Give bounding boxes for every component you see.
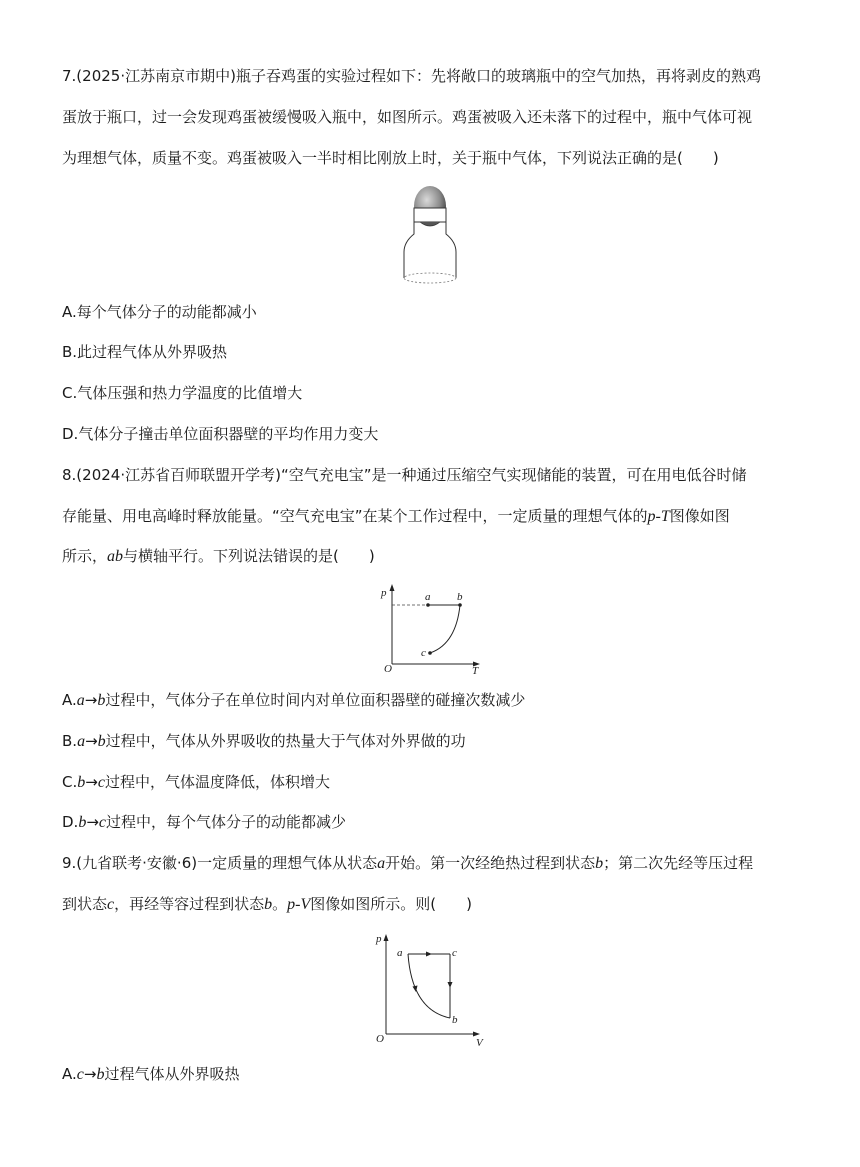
q7-option-d[interactable]: D.气体分子撞击单位面积器壁的平均作用力变大 (62, 425, 379, 443)
q9-stem-line-2: 到状态c，再经等容过程到状态b。p-V图像如图所示。则( ) (62, 895, 472, 913)
pv-graph (372, 930, 490, 1048)
pv-point-a: a (397, 947, 403, 959)
bottle-egg-figure (398, 184, 462, 288)
pt-point-b: b (457, 591, 463, 603)
q8-stem-line-3: 所示，ab与横轴平行。下列说法错误的是( ) (62, 547, 375, 565)
pt-graph (376, 582, 484, 674)
q9-stem-line-1: 9.(九省联考·安徽·6)一定质量的理想气体从状态a开始。第一次经绝热过程到状态b；第二次先经等压过程 (62, 854, 754, 872)
pt-ylabel: p (381, 587, 387, 599)
pv-xlabel: V (476, 1037, 483, 1048)
pv-ylabel: p (376, 933, 382, 945)
pt-origin: O (384, 663, 392, 674)
pt-point-a: a (425, 591, 431, 603)
q8-option-c[interactable]: C.b→c过程中，气体温度降低，体积增大 (62, 773, 330, 791)
q8-option-b[interactable]: B.a→b过程中，气体从外界吸收的热量大于气体对外界做的功 (62, 732, 466, 750)
q7-option-c[interactable]: C.气体压强和热力学温度的比值增大 (62, 384, 303, 402)
pv-origin: O (376, 1033, 384, 1045)
pt-point-c: c (421, 647, 426, 659)
q7-option-a[interactable]: A.每个气体分子的动能都减小 (62, 303, 257, 321)
q7-stem-line-2: 蛋放于瓶口，过一会发现鸡蛋被缓慢吸入瓶中，如图所示。鸡蛋被吸入还未落下的过程中，瓶中气体可视 (62, 108, 753, 126)
q7-stem-line-1: 7.(2025·江苏南京市期中)瓶子吞鸡蛋的实验过程如下：先将敞口的玻璃瓶中的空气加热，再将剥皮的熟鸡 (62, 67, 761, 85)
q8-option-d[interactable]: D.b→c过程中，每个气体分子的动能都减少 (62, 813, 347, 831)
pv-point-b: b (452, 1014, 458, 1026)
q8-stem-line-1: 8.(2024·江苏省百师联盟开学考)“空气充电宝”是一种通过压缩空气实现储能的装置，可在用电低谷时储 (62, 466, 747, 484)
q8-option-a[interactable]: A.a→b过程中，气体分子在单位时间内对单位面积器壁的碰撞次数减少 (62, 691, 526, 709)
q7-stem-line-3: 为理想气体，质量不变。鸡蛋被吸入一半时相比刚放上时，关于瓶中气体，下列说法正确的是( ) (62, 149, 719, 167)
q9-option-a[interactable]: A.c→b过程气体从外界吸热 (62, 1065, 240, 1083)
q7-option-b[interactable]: B.此过程气体从外界吸热 (62, 343, 228, 361)
pt-xlabel: T (472, 665, 479, 674)
q8-stem-line-2: 存能量、用电高峰时释放能量。“空气充电宝”在某个工作过程中，一定质量的理想气体的p-T图像如图 (62, 507, 730, 525)
pv-point-c: c (452, 947, 457, 959)
